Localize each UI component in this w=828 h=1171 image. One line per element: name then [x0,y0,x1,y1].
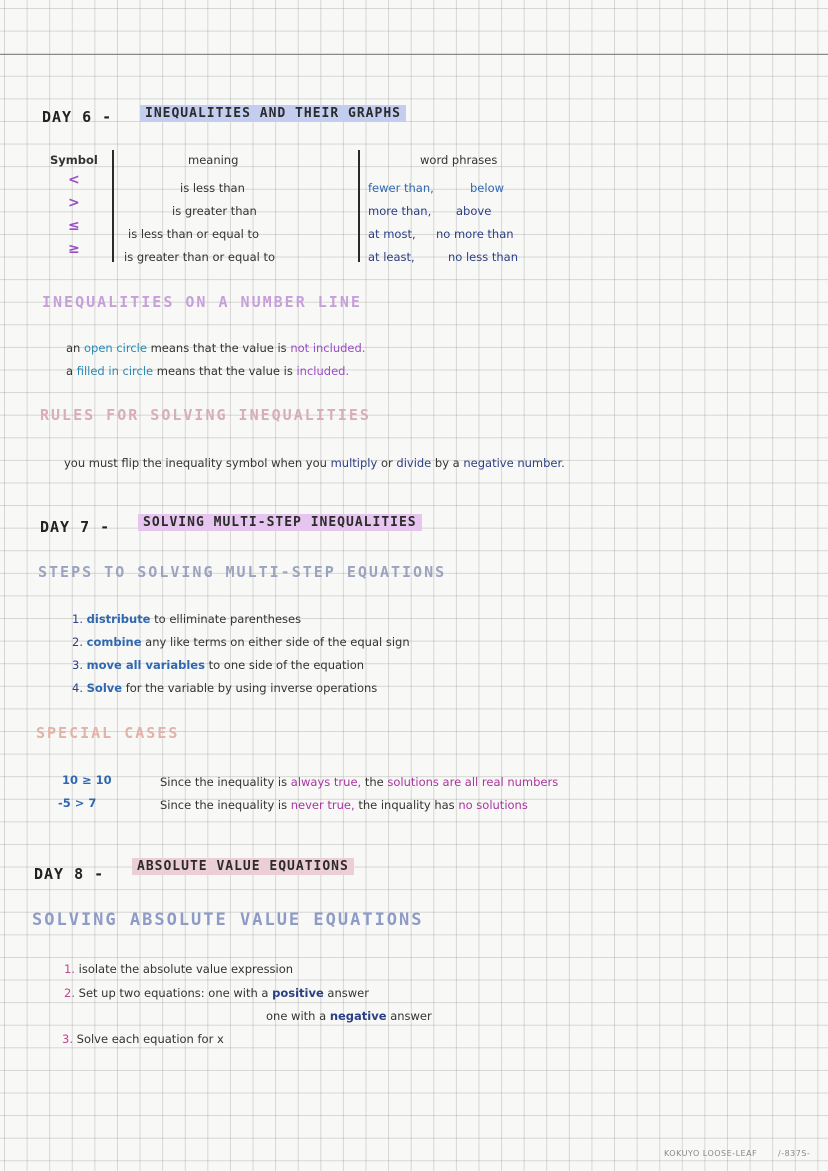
abs-step-1 [64,962,293,976]
not-included-term: not included. [290,341,366,355]
footer-code: /-837S- [778,1149,811,1158]
phrase-le-b: no more than [436,227,514,241]
abs-step-3 [62,1032,224,1046]
step-4-num: 4. [72,681,83,695]
abs-step-1-num: 1. [64,962,75,976]
page-top-rule [0,54,828,55]
case-2-never: never true, [290,798,355,812]
open-circle-term: open circle [84,341,147,355]
step-1-num: 1. [72,612,83,626]
special-cases-heading: SPECIAL CASES [36,724,180,742]
step-3 [72,658,364,672]
step-4-key: Solve [86,681,123,695]
phrase-gt-b: above [456,204,492,218]
day7-label: DAY 7 - [40,518,111,536]
step-3-key: move all variables [86,658,205,672]
step-1-key: distribute [86,612,151,626]
step-2-key: combine [86,635,142,649]
included-term: included. [296,364,350,378]
open-circle-line [66,341,365,355]
case-1-always: always true, [290,775,362,789]
phrase-ge-b: no less than [448,250,519,264]
phrase-ge-a: at least, [368,250,415,264]
case-1-solutions: solutions are all real numbers [387,775,559,789]
abs-step-2b-end: answer [390,1009,432,1023]
symbol-le: ≤ [68,218,80,234]
symbol-gt: > [68,195,80,211]
case-2-expr: -5 > 7 [58,796,97,810]
meaning-ge: is greater than or equal to [124,250,276,264]
symbol-lt: < [68,172,80,188]
abs-step-2b-text: one with a [266,1009,327,1023]
abs-step-2b [266,1009,432,1023]
abs-value-heading: SOLVING ABSOLUTE VALUE EQUATIONS [32,910,424,930]
rules-text [64,456,565,470]
step-4-rest: for the variable by using inverse operations [125,681,378,695]
steps-heading: STEPS TO SOLVING MULTI-STEP EQUATIONS [38,563,447,581]
open-circle-a: an [66,341,81,355]
rules-or: or [380,456,393,470]
phrase-gt-a: more than, [368,204,432,218]
step-2 [72,635,410,649]
abs-step-2-text: Set up two equations: one with a [78,986,269,1000]
rules-multiply: multiply [330,456,378,470]
case-1-a: Since the inequality is [160,775,288,789]
abs-step-2b-negative: negative [329,1009,387,1023]
case-2-a: Since the inequality is [160,798,288,812]
phrase-lt-a: fewer than, [368,181,434,195]
rules-divide: divide [396,456,432,470]
step-1-rest: to elliminate parentheses [154,612,302,626]
meaning-le: is less than or equal to [128,227,260,241]
day6-label: DAY 6 - [42,108,113,126]
day6-title: INEQUALITIES AND THEIR GRAPHS [140,105,406,122]
step-2-rest: any like terms on either side of the equal sign [145,635,410,649]
rules-heading: RULES FOR SOLVING INEQUALITIES [40,406,371,424]
table-divider-2 [358,150,360,262]
step-2-num: 2. [72,635,83,649]
day7-title: SOLVING MULTI-STEP INEQUALITIES [138,514,422,531]
table-divider-1 [112,150,114,262]
step-4 [72,681,377,695]
rules-by-a: by a [434,456,460,470]
meaning-lt: is less than [180,181,245,195]
case-2-text [160,798,528,812]
day8-label: DAY 8 - [34,865,105,883]
meaning-gt: is greater than [172,204,257,218]
filled-circle-term: filled in circle [76,364,154,378]
rules-a: you must flip the inequality symbol when you [64,456,327,470]
step-3-num: 3. [72,658,83,672]
step-3-rest: to one side of the equation [208,658,365,672]
case-1-text [160,775,558,789]
abs-step-3-text: Solve each equation for x [76,1032,224,1046]
number-line-heading: INEQUALITIES ON A NUMBER LINE [42,293,362,311]
case-1-expr: 10 ≥ 10 [62,773,112,787]
symbol-ge: ≥ [68,241,80,257]
footer-brand: KOKUYO LOOSE-LEAF [664,1149,758,1158]
filled-circle-a: a [66,364,74,378]
day8-title: ABSOLUTE VALUE EQUATIONS [132,858,354,875]
open-circle-c: means that the value is [150,341,287,355]
case-1-c: the [364,775,384,789]
filled-circle-line [66,364,349,378]
case-2-c: the inquality has [358,798,455,812]
abs-step-2 [64,986,369,1000]
case-2-no-solutions: no solutions [458,798,528,812]
abs-step-1-text: isolate the absolute value expression [78,962,294,976]
abs-step-2-num: 2. [64,986,75,1000]
filled-circle-c: means that the value is [156,364,293,378]
abs-step-3-num: 3. [62,1032,73,1046]
step-1 [72,612,301,626]
header-symbol: Symbol [50,153,98,167]
abs-step-2-positive: positive [272,986,324,1000]
rules-negative: negative number. [463,456,565,470]
header-meaning: meaning [188,153,239,167]
abs-step-2-end: answer [327,986,369,1000]
phrase-lt-b: below [470,181,505,195]
header-phrases: word phrases [420,153,498,167]
phrase-le-a: at most, [368,227,416,241]
